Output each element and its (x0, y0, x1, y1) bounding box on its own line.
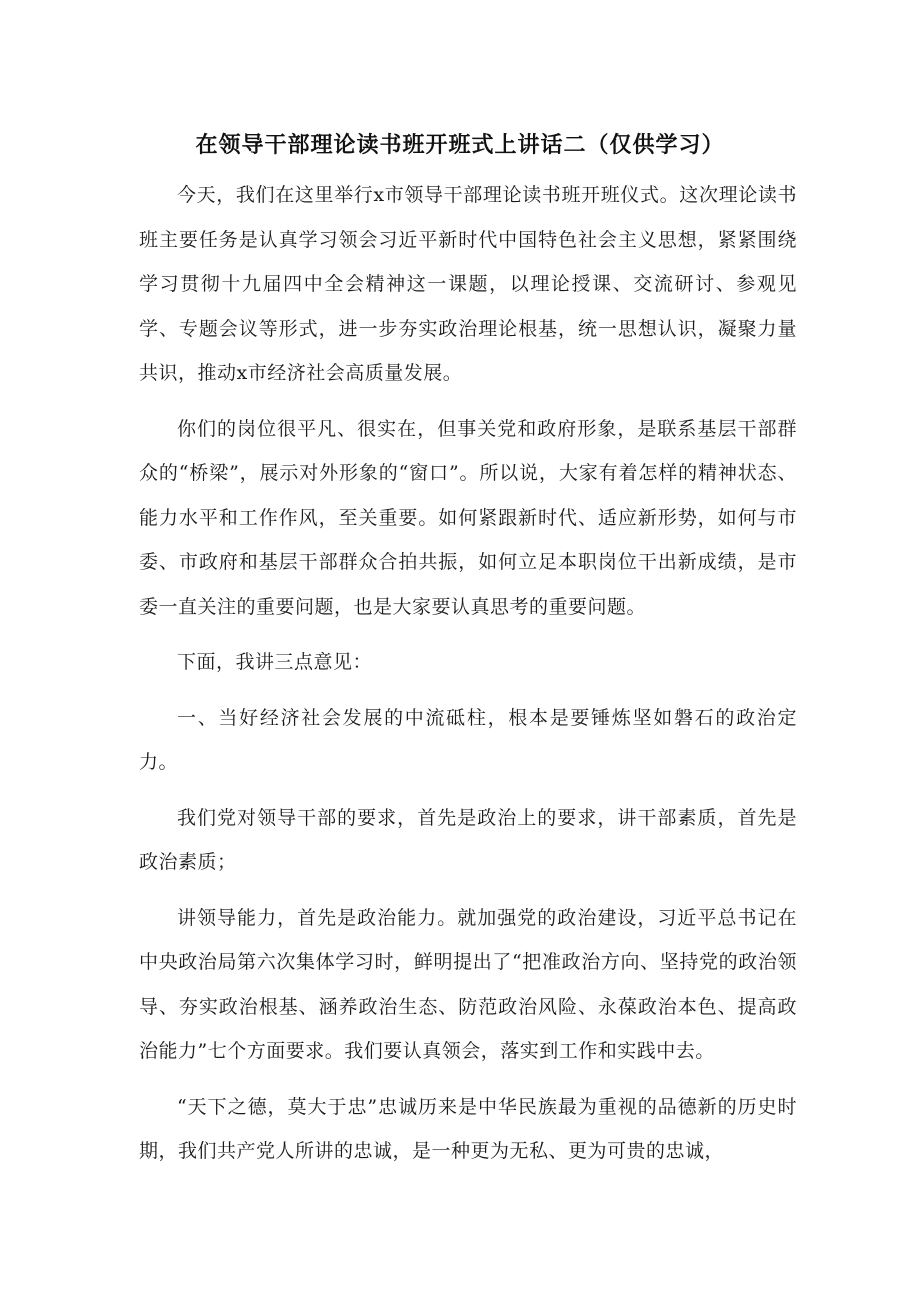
paragraph-5: 讲领导能力，首先是政治能力。就加强党的政治建设，习近平总书记在中央政治局第六次集体学习时，鲜明提出了“把准政治方向、坚持党的政治领导、夯实政治根基、涵养政治生态、防范政治风险、永葆政治本色、提高政治能力”七个方面要求。我们要认真领会，落实到工作和实践中去。 (139, 906, 797, 1062)
paragraph-1: 今天，我们在这里举行x市领导干部理论读书班开班仪式。这次理论读书班主要任务是认真学习领会习近平新时代中国特色社会主义思想，紧紧围绕学习贯彻十九届四中全会精神这一课题，以理论授课、交流研讨、参观见学、专题会议等形式，进一步夯实政治理论根基，统一思想认识，凝聚力量共识，推动x市经济社会高质量发展。 (139, 184, 797, 384)
paragraph-6: “天下之德，莫大于忠”忠诚历来是中华民族最为重视的品德新的历史时期，我们共产党人所讲的忠诚，是一种更为无私、更为可贵的忠诚， (139, 1095, 797, 1162)
paragraph-3: 下面，我讲三点意见： (177, 651, 373, 673)
paragraph-2: 你们的岗位很平凡、很实在，但事关党和政府形象，是联系基层干部群众的“桥梁”，展示对外形象的“窗口”。所以说，大家有着怎样的精神状态、能力水平和工作作风，至关重要。如何紧跟新时代、适应新形势，如何与市委、市政府和基层干部群众合拍共振，如何立足本职岗位干出新成绩，是市委一直关注的重要问题，也是大家要认真思考的重要问题。 (139, 417, 797, 618)
paragraph-4: 我们党对领导干部的要求，首先是政治上的要求，讲干部素质，首先是政治素质； (139, 806, 797, 873)
document-title: 在领导干部理论读书班开班式上讲话二（仅供学习） (195, 133, 725, 158)
section-heading-1: 一、当好经济社会发展的中流砥柱，根本是要锤炼坚如磐石的政治定力。 (139, 706, 797, 773)
document-body (139, 173, 797, 1185)
